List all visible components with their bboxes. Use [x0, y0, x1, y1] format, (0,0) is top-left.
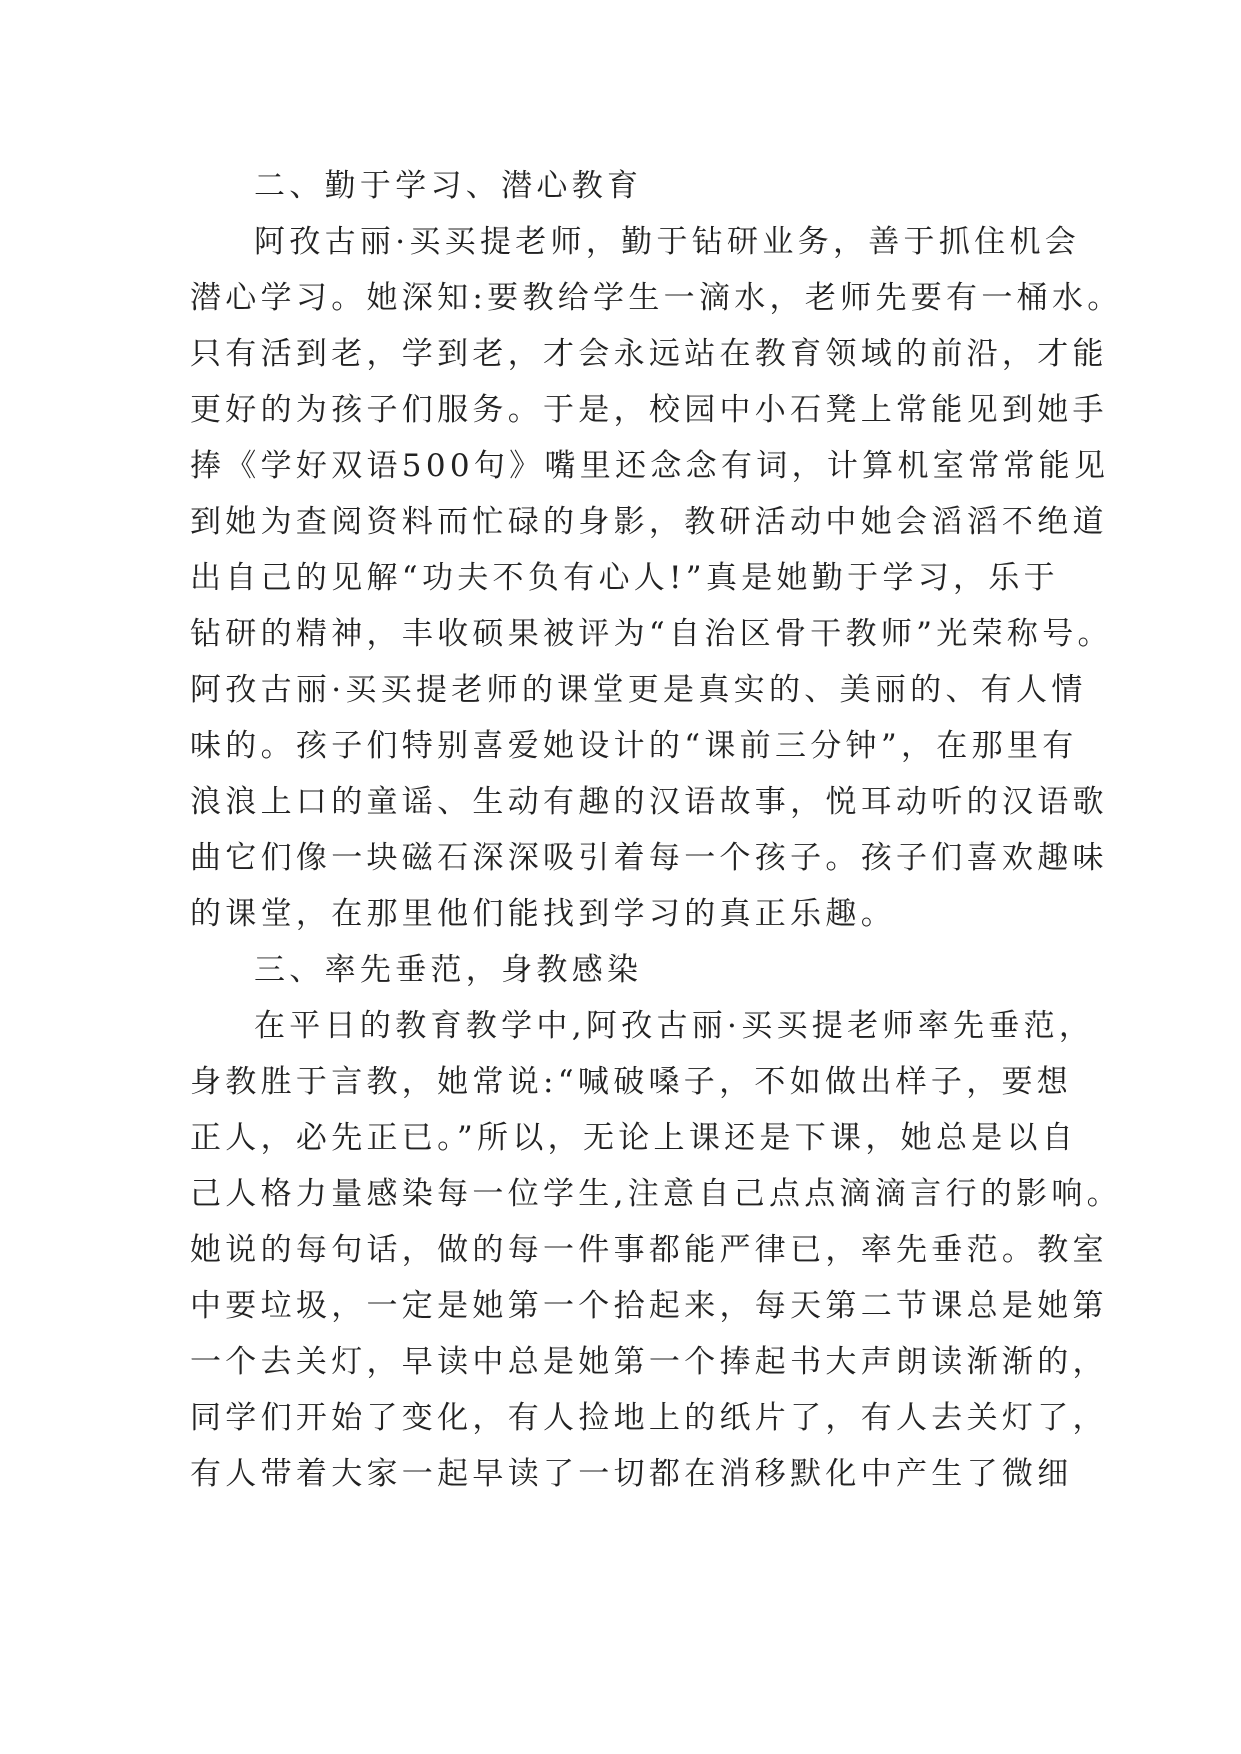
paragraph-line: 钻研的精神，丰收硕果被评为“自治区骨干教师”光荣称号。	[190, 616, 1113, 652]
paragraph-line: 曲它们像一块磁石深深吸引着每一个孩子。孩子们喜欢趣味	[190, 840, 1108, 876]
paragraph-line: 的课堂，在那里他们能找到学习的真正乐趣。	[190, 896, 896, 932]
paragraph-line: 捧《学好双语500句》嘴里还念念有词，计算机室常常能见	[190, 448, 1110, 484]
paragraph-line: 阿孜古丽·买买提老师，勤于钻研业务，善于抓住机会	[254, 224, 1081, 260]
paragraph-line: 只有活到老，学到老，才会永远站在教育领域的前沿，才能	[190, 336, 1108, 372]
paragraph-line: 中要垃圾，一定是她第一个拾起来，每天第二节课总是她第	[190, 1288, 1108, 1324]
paragraph-line: 出自己的见解“功夫不负有心人!”真是她勤于学习，乐于	[190, 560, 1059, 596]
paragraph-line: 同学们开始了变化，有人捡地上的纸片了，有人去关灯了，	[190, 1400, 1108, 1436]
paragraph-line: 味的。孩子们特别喜爱她设计的“课前三分钟”，在那里有	[190, 728, 1078, 764]
paragraph-line: 浪浪上口的童谣、生动有趣的汉语故事，悦耳动听的汉语歌	[190, 784, 1108, 820]
paragraph-line: 有人带着大家一起早读了一切都在消移默化中产生了微细	[190, 1456, 1073, 1492]
section-heading: 二、勤于学习、潜心教育	[254, 168, 643, 204]
paragraph-line: 阿孜古丽·买买提老师的课堂更是真实的、美丽的、有人情	[190, 672, 1087, 708]
paragraph-line: 更好的为孩子们服务。于是，校园中小石凳上常能见到她手	[190, 392, 1108, 428]
paragraph-line: 潜心学习。她深知:要教给学生一滴水，老师先要有一桶水。	[190, 280, 1123, 316]
paragraph-line: 到她为查阅资料而忙碌的身影，教研活动中她会滔滔不绝道	[190, 504, 1108, 540]
paragraph-line: 在平日的教育教学中,阿孜古丽·买买提老师率先垂范，	[254, 1008, 1095, 1044]
section-heading: 三、率先垂范，身教感染	[254, 952, 643, 988]
paragraph-line: 一个去关灯，早读中总是她第一个捧起书大声朗读渐渐的，	[190, 1344, 1108, 1380]
paragraph-line: 己人格力量感染每一位学生,注意自己点点滴滴言行的影响。	[190, 1176, 1122, 1212]
paragraph-line: 身教胜于言教，她常说:“喊破嗓子，不如做出样子，要想	[190, 1064, 1073, 1100]
paragraph-line: 她说的每句话，做的每一件事都能严律已，率先垂范。教室	[190, 1232, 1108, 1268]
paragraph-line: 正人，必先正已。”所以，无论上课还是下课，她总是以自	[190, 1120, 1078, 1156]
body-text	[190, 158, 1123, 1502]
